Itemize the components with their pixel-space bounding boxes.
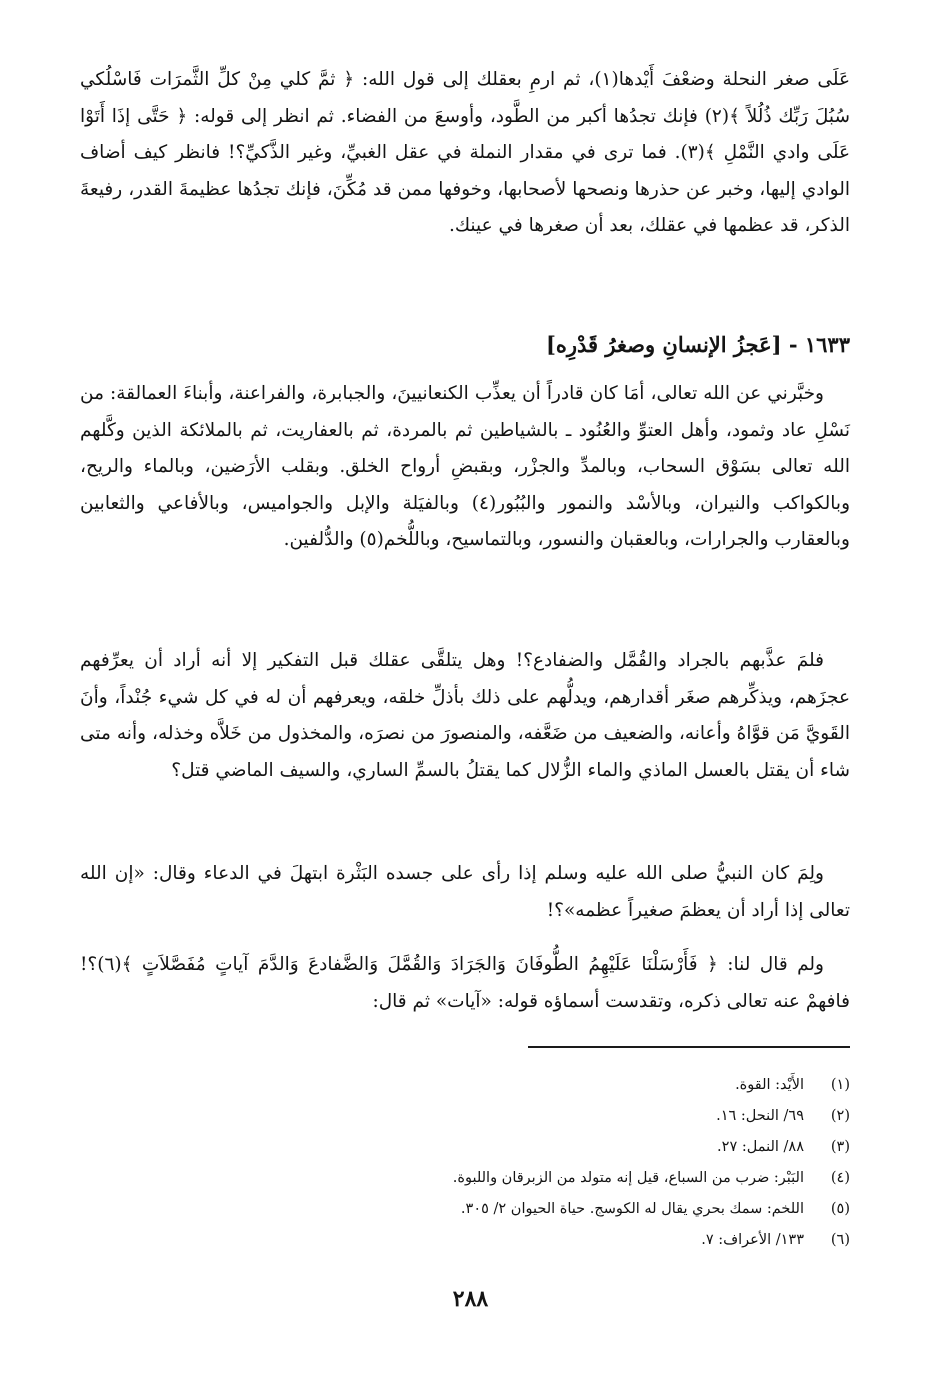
footnote-item [150, 1070, 850, 1101]
footnote-item [150, 1194, 850, 1225]
paragraph-nahl-naml: عَلَى صغر النحلة وضعْفَ أَيْدها(١)، ثم ارمِ بعقلك إلى قول الله: ﴿ ثمَّ كلي مِنْ كلِّ الثَّمرَات فَاسْلُكي سُبُلَ رَبِّك ذُلُلاً ﴾(٢) فإنك تجدُها أكبر من الطَّود، وأوسعَ من الفضاء. ثم انظر إلى قوله: ﴿ حَتَّى إذَا أَتَوْا عَلَى وادي النَّمْلِ ﴾(٣). فما ترى في مقدار النملة في عقل الغبيِّ، وغير الذَّكيِّ؟! فانظر كيف أضاف الوادي إليها، وخبر عن حذرها ونصحها لأصحابها، وخوفها ممن قد مُكِّنَ، فإنك تجدُها عظيمةَ القدر، رفيعةَ الذكر، قد عظمها في عقلك، بعد أن صغرها في عينك. [80, 69, 851, 237]
footnotes-list [150, 1070, 850, 1256]
paragraph-signs-verse: ولم قال لنا: ﴿ فَأَرْسَلْنَا عَلَيْهِمُ الطُّوفَانَ وَالجَرَادَ وَالقُمَّلَ وَالضَّفادعَ وَالدَّمَ آياتٍ مُفَصَّلاَتٍ ﴾(٦)؟! فافهمْ عنه تعالى ذكره، وتقدست أسماؤه قوله: «آيات» ثم قال: [80, 954, 850, 1012]
footnote-number: (٣) [830, 1139, 850, 1155]
footnote-number: (١) [830, 1077, 850, 1093]
footnote-item [150, 1101, 850, 1132]
footnote-number: (٤) [830, 1170, 850, 1186]
footnote-text: ١٣٣/ الأعراف: ٧. [701, 1232, 804, 1248]
footnote-text: البَبْر: ضرب من السباع، قيل إنه متولد من الزبرقان واللبوة. [452, 1170, 804, 1186]
footnote-number: (٥) [830, 1201, 850, 1217]
footnote-text: الأَيْد: القوة. [735, 1077, 804, 1093]
page-number: ٢٨٨ [452, 1286, 489, 1312]
section-heading: ١٦٣٣ - [عَجزُ الإنسانِ وصغرُ قَدْرِه] [545, 332, 850, 357]
footnote-number: (٢) [830, 1108, 850, 1124]
footnote-item [150, 1132, 850, 1163]
footnote-text: ٦٩/ النحل: ١٦. [716, 1108, 804, 1124]
footnote-text: ٨٨/ النمل: ٢٧. [717, 1139, 804, 1155]
footnote-item [150, 1163, 850, 1194]
paragraph-punishments: وخبَّرني عن الله تعالى، أمَا كان قادراً أن يعذِّب الكنعانيينَ، والجبابرة، والفراعنة، وأبناءَ العمالقة: من نَسْلِ عاد وثمود، وأهل العتوِّ والعُنُود ـ بالشياطين ثم بالمردة، ثم بالعفاريت، ثم بالملائكة الذين وكَّلهم الله تعالى بسَوْق السحاب، وبالمدِّ والجزْر، وبقبضِ أرواح الخلق. وبقلب الأرَضين، وبالماء والريح، وبالكواكب والنيران، وبالأسْد والنمور والبُبُور(٤) وبالفيَلة والإبل والجواميس، وبالأفاعي والثعابين وبالعقارب والجرارات، وبالعقبان والنسور، وبالتماسيح، وباللُّخم(٥) والدُّلفين. [80, 383, 850, 551]
paragraph-locusts-lice-frogs: فلمَ عذَّبهم بالجراد والقُمَّل والضفادع؟! وهل يتلقَّى عقلك قبل التفكير إلا أنه أراد أن يعرِّفهم عجزَهم، ويذكِّرهم صغَر أقدارهم، ويدلُّهم على ذلك بأذلِّ خلقه، ويعرفهم أن له في كل شيء جُنْداً، وأنَ القَويَّ مَن قوَّاهُ وأعانه، والضعيف من ضَعَّفه، والمنصورَ من نصرَه، والمخذول من خَلاَّه وخذله، وأنه متى شاء أن يقتل بالعسل الماذي والماء الزُّلال كما يقتلُ بالسمِّ الساري، والسيف الماضي قتل؟ [80, 650, 850, 781]
footnote-number: (٦) [830, 1232, 850, 1248]
footnote-divider [528, 1046, 850, 1048]
footnote-item [150, 1225, 850, 1256]
footnote-text: اللخم: سمك بحري يقال له الكوسج. حياة الحيوان ٢/ ٣٠٥. [460, 1201, 804, 1217]
paragraph-prophet-hadith: ولِمَ كان النبيُّ صلى الله عليه وسلم إذا رأى على جسده البَثْرة ابتهلَ في الدعاء وقال: «إن الله تعالى إذا أراد أن يعظمَ صغيراً عظمه»؟! [80, 863, 850, 921]
